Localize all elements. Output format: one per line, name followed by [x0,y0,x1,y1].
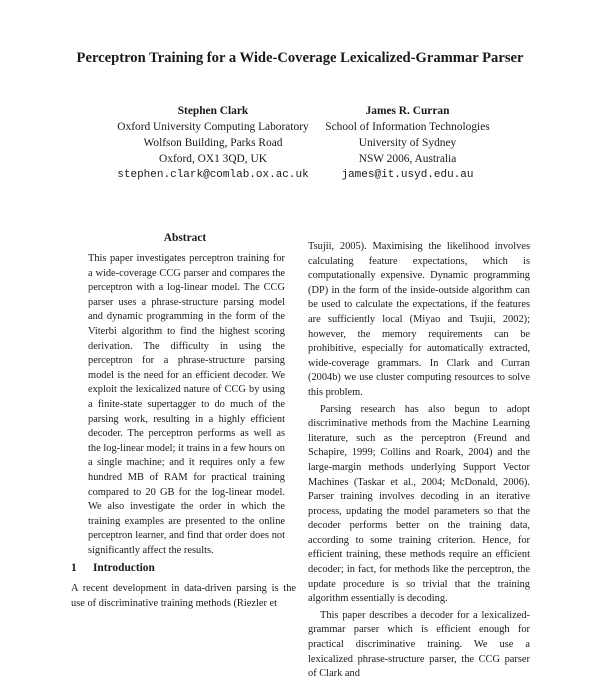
author-name: James R. Curran [365,105,450,117]
author-affiliation-line: Oxford University Computing Laboratory [117,121,309,133]
abstract-paragraph: This paper investigates perceptron training for a wide-coverage CCG parser and compares the perceptron with a log-linear model. The CCG parser uses a phrase-structure parsing model and dynamic programming in the form of the Viterbi algorithm to find the highest scoring derivation. The difficulty in using the perceptron for a phrase-structure parsing model is the need for an efficient decoder. We exploit the lexicalized nature of CCG by using a finite-state supertagger to do much of the parsing work, resulting in a highly efficient decoder. The perceptron performs as well as the log-linear model; it trains in a few hours on a single machine; and it requires only a few hundred MB of RAM for practical training compared to 20 GB for the log-linear model. We also investigate the order in which the training examples are presented to the online perceptron learner, and find that order does not significantly affect the results. [88,253,285,556]
author-email: stephen.clark@comlab.ox.ac.uk [117,169,309,181]
author-affiliation-line: Wolfson Building, Parks Road [143,137,283,149]
section-title: Introduction [93,562,155,574]
author-affiliation-line: Oxford, OX1 3QD, UK [159,153,267,165]
section-text: A recent development in data-driven parsing is the use of discriminative training methods (Riezler et [71,583,296,609]
author-name: Stephen Clark [177,105,249,117]
author-affiliation-line: University of Sydney [358,137,457,149]
author-email: james@it.usyd.edu.au [341,169,474,181]
author-affiliation-line: NSW 2006, Australia [358,153,457,165]
author-affiliation-line: School of Information Technologies [325,121,490,133]
body-paragraph: Parsing research has also begun to adopt discriminative methods from the Machine Learning literature, such as the perceptron (Freund and Schapire, 1999; Collins and Roark, 2004) and the large-margin methods underlying Support Vector Machines (Taskar et al., 2004; McDonald, 2006). Parser training involves decoding in an iterative process, updating the model parameters so that the decoder performs better on the training data, according to some training criterion. Hence, for efficient training, these methods require an efficient decoder; in fact, for methods like the perceptron, the update procedure is so trivial that the training algorithm essentially is decoding. [308,403,530,605]
section-number: 1 [71,562,77,574]
section-heading [71,562,155,574]
abstract-heading: Abstract [163,232,207,244]
body-paragraph: This paper describes a decoder for a lexicalized-grammar parser which is efficient enough for practical discriminative training. We use a lexicalized phrase-structure parser, the CCG parser of Clark and [308,609,530,680]
abstract-text [88,252,285,558]
paper-title: Perceptron Training for a Wide-Coverage Lexicalized-Grammar Parser [76,50,524,66]
author-block [300,103,515,183]
body-paragraph: Tsujii, 2005). Maximising the likelihood involves calculating feature expectations, which is computationally expensive. Dynamic programming (DP) in the form of the inside-outside algorithm can be used to calculate the expectations, if the features are sufficiently local (Miyao and Tsujii, 2002); however, the memory requirements can be prohibitive, especially for automatically extracted, wide-coverage grammars. In Clark and Curran (2004b) we use cluster computing resources to solve this problem. [308,241,530,398]
right-column [308,240,530,680]
